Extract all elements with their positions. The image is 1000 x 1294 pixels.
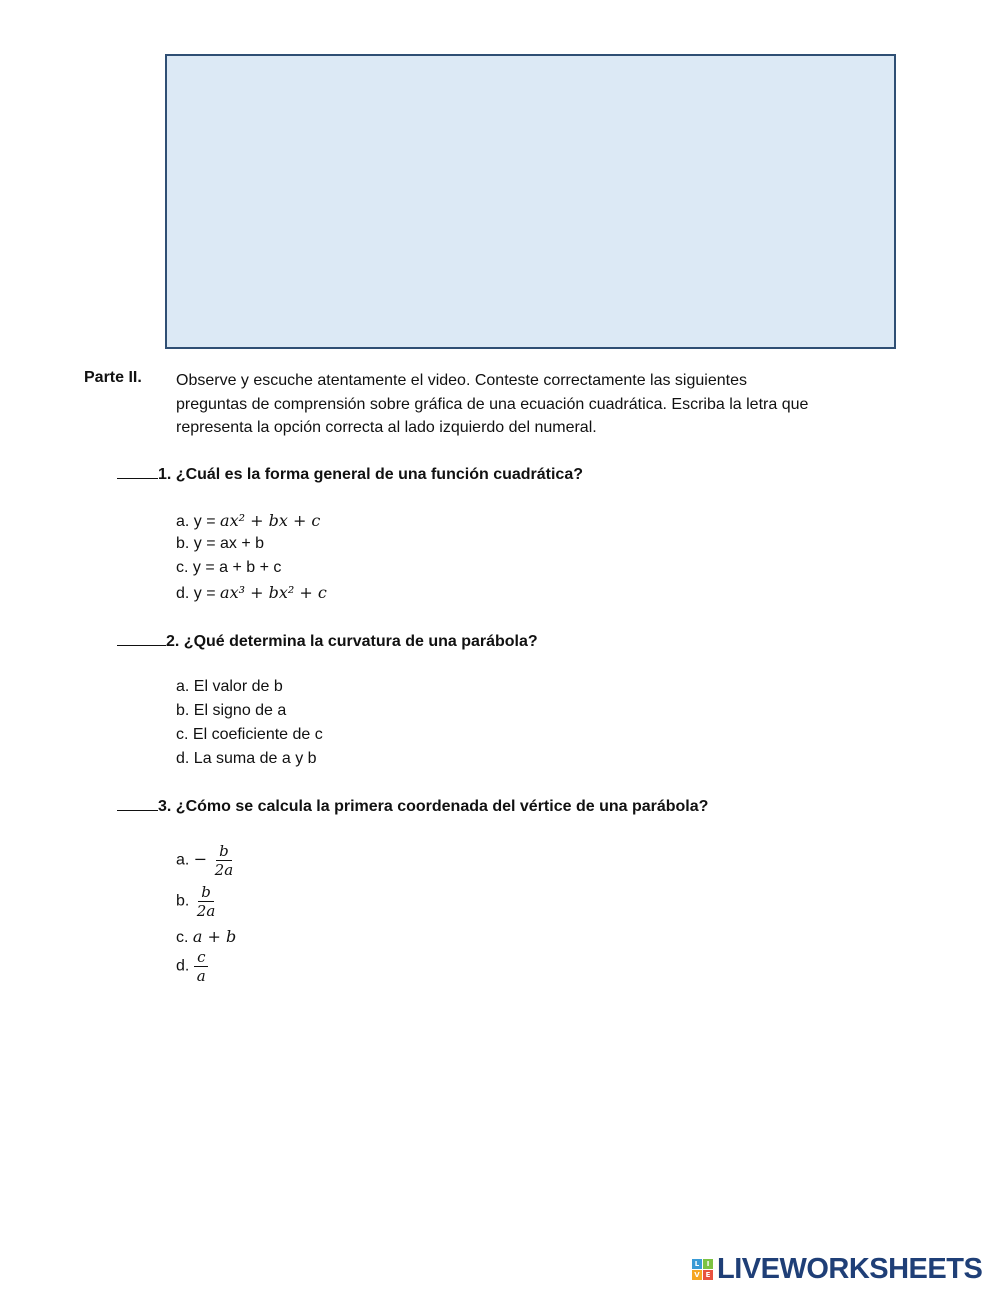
fraction [194, 883, 219, 920]
logo-mark-tile: L [692, 1259, 702, 1269]
minus-sign: − [193, 849, 208, 869]
option-1c [176, 559, 281, 577]
option-label: b. [176, 892, 194, 910]
option-3c [176, 927, 236, 947]
question-3-text: 3. ¿Cómo se calcula la primera coordenada del vértice de una parábola? [158, 798, 709, 815]
question-2 [117, 631, 538, 651]
option-1b [176, 535, 264, 553]
instructions-line: Observe y escuche atentamente el video. Conteste correctamente las siguientes [176, 372, 747, 389]
option-2b: b. El signo de a [176, 702, 287, 719]
option-math: a + b [192, 927, 237, 946]
video-placeholder[interactable] [165, 54, 896, 349]
logo-mark-tile: E [703, 1270, 713, 1280]
option-label: b. y = ax + b [176, 535, 265, 552]
question-1-text: 1. ¿Cuál es la forma general de una función cuadrática? [158, 466, 583, 483]
instructions-line: preguntas de comprensión sobre gráfica de una ecuación cuadrática. Escriba la letra que [176, 395, 809, 413]
option-label: c. [176, 929, 193, 946]
fraction [194, 948, 209, 985]
option-3d [176, 948, 209, 985]
fraction-numerator: b [216, 842, 232, 861]
answer-blank-2[interactable] [117, 631, 166, 646]
fraction-numerator: b [198, 883, 214, 902]
option-math: ax³ + bx² + c [220, 583, 327, 602]
instructions-line: representa la opción correcta al lado izquierdo del numeral. [176, 419, 597, 436]
option-label: c. y = a + b + c [176, 559, 282, 576]
option-2a: a. El valor de b [176, 678, 283, 695]
fraction-denominator: 2a [214, 861, 234, 879]
fraction-numerator: c [194, 948, 208, 967]
option-label: a. [176, 851, 194, 869]
fraction [212, 842, 237, 879]
logo-text: LIVEWORKSHEETS [717, 1252, 983, 1285]
question-1 [117, 464, 583, 484]
liveworksheets-logo [692, 1254, 982, 1284]
option-1a [176, 511, 320, 531]
fraction-denominator: 2a [196, 902, 216, 920]
option-math: ax² + bx + c [220, 511, 321, 530]
logo-mark-icon [692, 1259, 713, 1280]
instructions [176, 369, 876, 440]
option-label: d. y = [176, 585, 221, 602]
part-label: Parte II. [84, 369, 142, 386]
option-label: a. y = [176, 513, 221, 530]
option-3a [176, 842, 236, 879]
question-2-text: 2. ¿Qué determina la curvatura de una parábola? [166, 633, 538, 650]
option-2c: c. El coeficiente de c [176, 726, 323, 743]
answer-blank-3[interactable] [117, 796, 158, 811]
answer-blank-1[interactable] [117, 464, 158, 479]
fraction-denominator: a [196, 967, 206, 985]
option-3b [176, 883, 218, 920]
logo-mark-tile: I [703, 1259, 713, 1269]
question-3 [117, 796, 708, 816]
option-2d: d. La suma de a y b [176, 750, 317, 767]
option-label: d. [176, 957, 194, 975]
option-1d [176, 583, 327, 603]
logo-mark-tile: V [692, 1270, 702, 1280]
